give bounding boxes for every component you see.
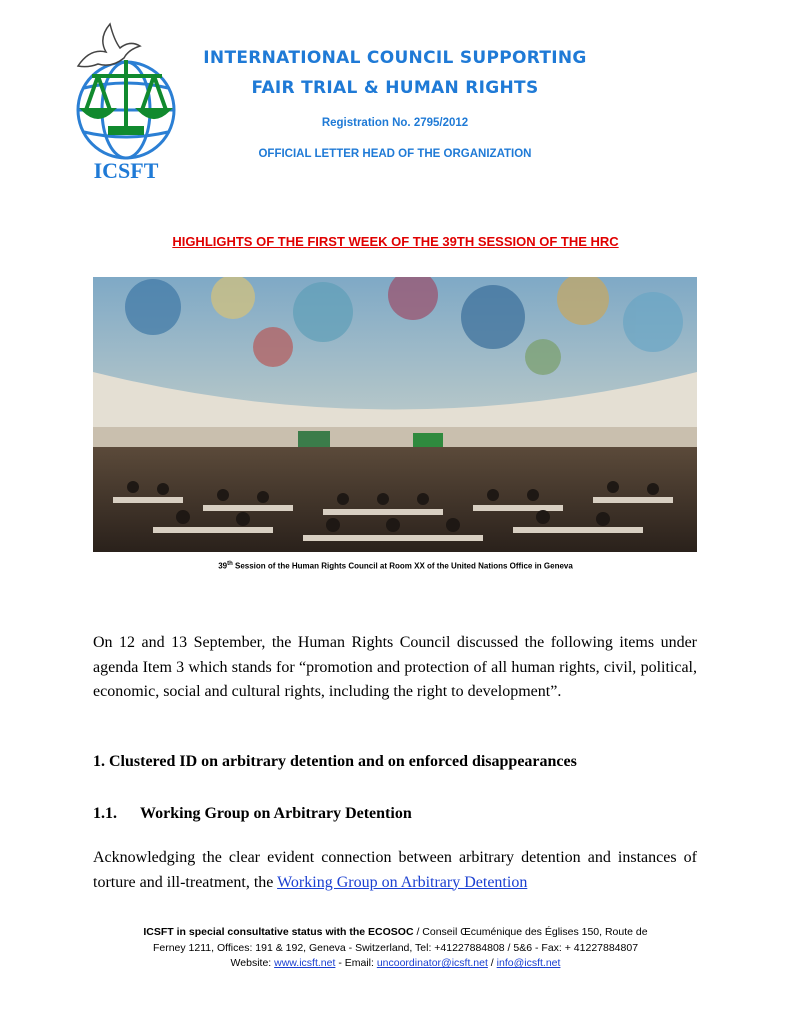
website-link[interactable]: www.icsft.net — [274, 957, 336, 969]
wgad-paragraph-text: Acknowledging the clear evident connection between arbitrary detention and instances of torture and ill-treatment, the — [93, 849, 697, 891]
email-link-coordinator[interactable]: uncoordinator@icsft.net — [376, 957, 488, 969]
footer-line-2: Ferney 1211, Offices: 191 & 192, Geneva - Switzerland, Tel: +41227884808 / 5&6 - Fax: + 41227884807 — [152, 941, 639, 954]
caption-text: Session of the Human Rights Council at Room XX of the United Nations Office in Geneva — [232, 561, 573, 571]
organization-logo — [68, 18, 188, 188]
email-separator: / — [487, 957, 497, 969]
org-title-line2: FAIR TRIAL & HUMAN RIGHTS — [251, 78, 539, 98]
footer-address-1: / Conseil Œcuménique des Églises 150, Route de — [413, 926, 648, 938]
website-label: Website: — [230, 957, 275, 969]
footer-line-1 — [60, 925, 731, 941]
section-heading-1: 1. Clustered ID on arbitrary detention and on enforced disappearances — [93, 753, 577, 770]
email-link-info[interactable]: info@icsft.net — [496, 957, 561, 969]
caption-superscript: th — [227, 561, 233, 567]
session-photo — [93, 277, 697, 552]
subsection-heading-text: Working Group on Arbitrary Detention — [140, 805, 412, 822]
wgad-link[interactable]: Working Group on Arbitrary Detention — [277, 873, 528, 891]
registration-number: Registration No. 2795/2012 — [321, 117, 469, 129]
subsection-heading-number: 1.1. — [93, 805, 117, 822]
footer-line-3 — [60, 956, 731, 972]
footer-org-status: ICSFT in special consultative status with the ECOSOC — [143, 926, 414, 938]
dove-icon — [78, 24, 140, 67]
document-title: HIGHLIGHTS OF THE FIRST WEEK OF THE 39TH SESSION OF THE HRC — [172, 234, 619, 249]
footer — [60, 925, 731, 972]
intro-paragraph: On 12 and 13 September, the Human Rights Council discussed the following items under agenda Item 3 which stands for “promotion and protection of all human rights, civil, political, economic, social and cultural rights, including the right to development”. — [93, 634, 697, 700]
wgad-paragraph — [93, 846, 697, 895]
caption-number: 39 — [218, 561, 228, 571]
logo-acronym: ICSFT — [93, 158, 159, 183]
org-title-line1: INTERNATIONAL COUNCIL SUPPORTING — [203, 48, 587, 68]
letterhead-label: OFFICIAL LETTER HEAD OF THE ORGANIZATION — [258, 148, 532, 160]
email-label: - Email: — [335, 957, 377, 969]
photo-caption — [0, 561, 791, 571]
